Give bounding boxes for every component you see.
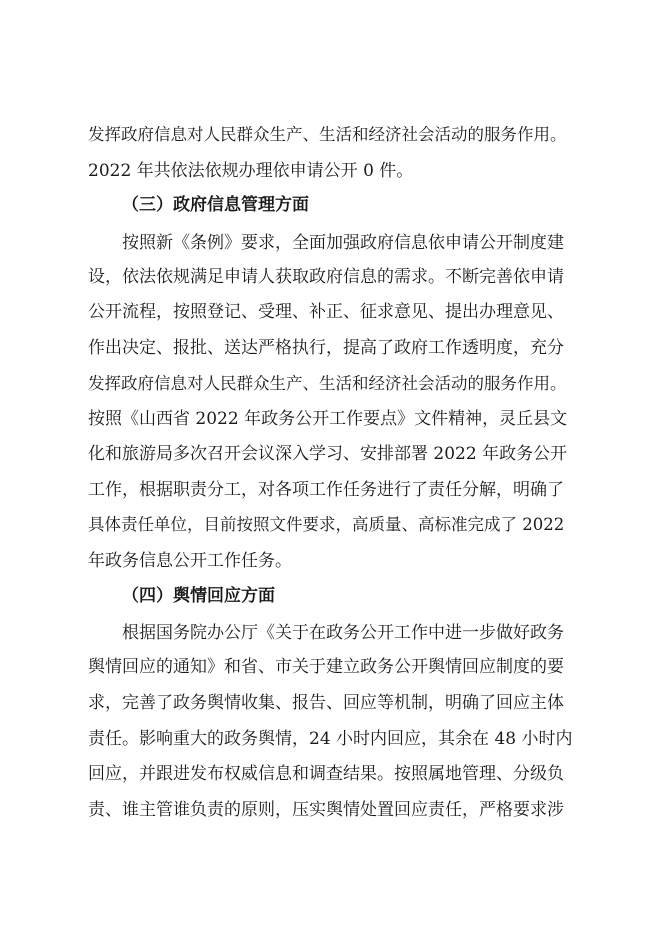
paragraph-line: 责任。影响重大的政务舆情，24 小时内回应，其余在 48 小时内 (88, 729, 573, 749)
paragraph-line: 求，完善了政务舆情收集、报告、回应等机制，明确了回应主体 (88, 693, 564, 713)
paragraph-line: 作出决定、报批、送达严格执行，提高了政府工作透明度，充分 (88, 338, 564, 358)
paragraph-line: 工作，根据职责分工，对各项工作任务进行了责任分解，明确了 (88, 480, 564, 500)
paragraph-line: 2022 年共依法依规办理依申请公开 0 件。 (88, 161, 414, 181)
paragraph-line: 按照《山西省 2022 年政务公开工作要点》文件精神，灵丘县文 (88, 409, 568, 429)
paragraph-line: 化和旅游局多次召开会议深入学习、安排部署 2022 年政务公开 (88, 444, 568, 464)
paragraph-line: 按照新《条例》要求，全面加强政府信息依申请公开制度建 (122, 233, 564, 253)
paragraph-line: 具体责任单位，目前按照文件要求，高质量、高标准完成了 2022 (88, 515, 565, 534)
paragraph-line: 年政务信息公开工作任务。 (88, 551, 292, 571)
paragraph-line: 根据国务院办公厅《关于在政务公开工作中进一步做好政务 (122, 623, 564, 643)
section-heading-3: （三）政府信息管理方面 (122, 195, 309, 215)
paragraph-line: 设，依法依规满足申请人获取政府信息的需求。不断完善依申请 (88, 267, 564, 287)
paragraph-line: 责、谁主管谁负责的原则，压实舆情处置回应责任，严格要求涉 (88, 800, 564, 820)
paragraph-line: 舆情回应的通知》和省、市关于建立政务公开舆情回应制度的要 (88, 657, 564, 677)
paragraph-line: 发挥政府信息对人民群众生产、生活和经济社会活动的服务作用。 (88, 125, 567, 144)
section-heading-4: （四）舆情回应方面 (122, 586, 275, 606)
paragraph-line: 发挥政府信息对人民群众生产、生活和经济社会活动的服务作用。 (88, 374, 567, 393)
paragraph-line: 回应，并跟进发布权威信息和调查结果。按照属地管理、分级负 (88, 764, 564, 784)
paragraph-line: 公开流程，按照登记、受理、补正、征求意见、提出办理意见、 (88, 302, 564, 322)
